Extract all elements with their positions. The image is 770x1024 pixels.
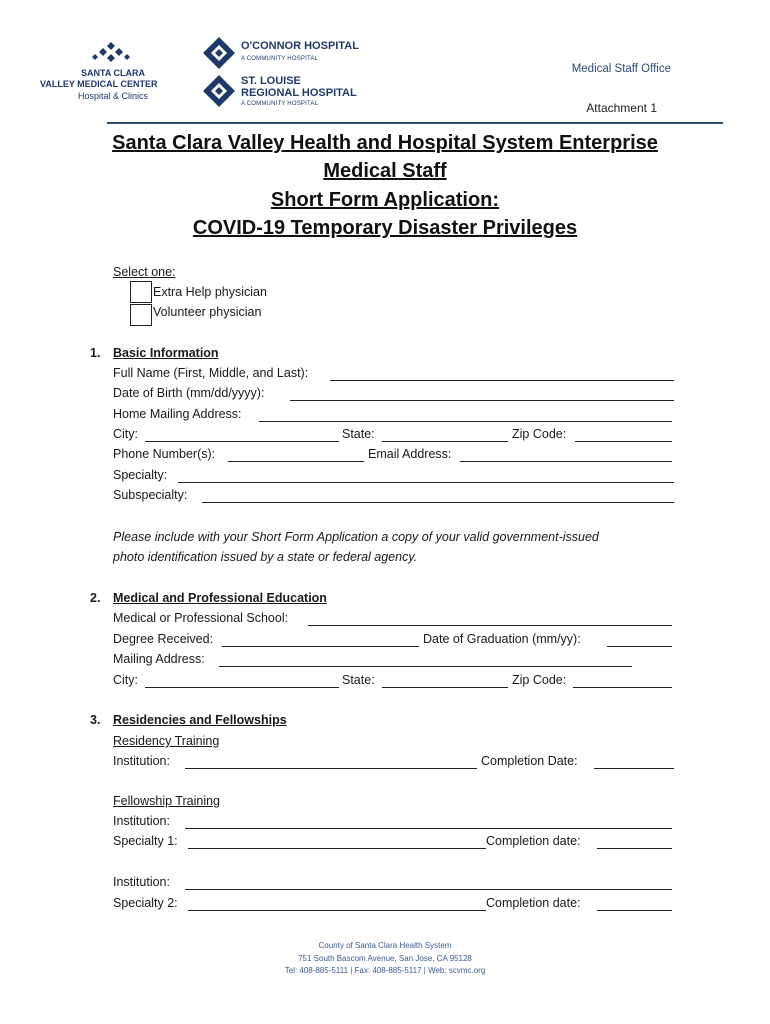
state-label: State:: [342, 427, 375, 441]
specialty-1-label: Specialty 1:: [113, 834, 178, 848]
section3-heading: Residencies and Fellowships: [113, 713, 287, 727]
completion-2-field[interactable]: [597, 910, 672, 911]
school-field[interactable]: [308, 625, 672, 626]
completion-1-label: Completion date:: [486, 834, 581, 848]
subspecialty-field[interactable]: [202, 502, 674, 503]
stlouise-diamond-icon: [202, 74, 236, 108]
section2-number: 2.: [90, 591, 101, 605]
id-note-line1: Please include with your Short Form Application a copy of your valid government-issued: [113, 530, 599, 544]
footer-line2: 751 South Bascom Avenue, San Jose, CA 95128: [298, 954, 472, 963]
zip-field[interactable]: [575, 441, 672, 442]
city-field[interactable]: [145, 441, 339, 442]
fellowship-heading: Fellowship Training: [113, 794, 220, 808]
scvmc-logo-line3: Hospital & Clinics: [77, 91, 149, 101]
footer-line3: Tel: 408-885-5111 | Fax: 408-885-5117 | Web: scvmc.org: [284, 966, 486, 975]
fellow-institution-1-label: Institution:: [113, 814, 170, 828]
title-line-1: Santa Clara Valley Health and Hospital System Enterprise: [112, 132, 658, 154]
stlouise-line1: ST. LOUISE: [241, 75, 301, 87]
city-label: City:: [113, 427, 138, 441]
grad-date-field[interactable]: [607, 646, 672, 647]
residency-heading: Residency Training: [113, 734, 220, 748]
fellow-institution-1-field[interactable]: [185, 828, 672, 829]
completion-1-field[interactable]: [597, 848, 672, 849]
scvmc-logo-line2: VALLEY MEDICAL CENTER: [40, 79, 158, 89]
oconnor-sub: A COMMUNITY HOSPITAL: [241, 56, 319, 62]
volunteer-checkbox[interactable]: [130, 304, 152, 326]
residency-institution-label: Institution:: [113, 754, 170, 768]
fellow-institution-2-field[interactable]: [185, 889, 672, 890]
extra-help-checkbox[interactable]: [130, 281, 152, 303]
volunteer-label: Volunteer physician: [153, 305, 262, 319]
home-address-label: Home Mailing Address:: [113, 407, 242, 421]
residency-completion-label: Completion Date:: [481, 754, 578, 768]
title-line-2: Medical Staff: [323, 160, 447, 182]
phone-field[interactable]: [228, 461, 364, 462]
edu-city-label: City:: [113, 673, 138, 687]
grad-date-label: Date of Graduation (mm/yy):: [423, 632, 581, 646]
email-field[interactable]: [460, 461, 672, 462]
state-field[interactable]: [382, 441, 508, 442]
office-label: Medical Staff Office: [571, 63, 671, 75]
select-heading: Select one:: [113, 265, 176, 279]
residency-completion-field[interactable]: [594, 768, 674, 769]
title-line-4: COVID-19 Temporary Disaster Privileges: [192, 217, 578, 239]
degree-field[interactable]: [222, 646, 419, 647]
dob-field[interactable]: [290, 400, 674, 401]
edu-zip-label: Zip Code:: [512, 673, 567, 687]
degree-label: Degree Received:: [113, 632, 214, 646]
specialty-1-field[interactable]: [188, 848, 486, 849]
school-label: Medical or Professional School:: [113, 611, 289, 625]
section1-number: 1.: [90, 346, 101, 360]
completion-2-label: Completion date:: [486, 896, 581, 910]
scvmc-logo-line1: SANTA CLARA: [81, 68, 145, 78]
mailing-address-label: Mailing Address:: [113, 652, 205, 666]
specialty-field[interactable]: [178, 482, 674, 483]
edu-city-field[interactable]: [145, 687, 339, 688]
specialty-label: Specialty:: [113, 468, 168, 482]
specialty-2-field[interactable]: [188, 910, 486, 911]
extra-help-label: Extra Help physician: [153, 285, 267, 299]
full-name-label: Full Name (First, Middle, and Last):: [113, 366, 309, 380]
title-line-3: Short Form Application:: [270, 189, 500, 211]
section3-number: 3.: [90, 713, 101, 727]
section2-heading: Medical and Professional Education: [113, 591, 327, 605]
attachment-label: Attachment 1: [586, 101, 657, 115]
edu-zip-field[interactable]: [573, 687, 672, 688]
oconnor-diamond-icon: [202, 36, 236, 70]
oconnor-name: O'CONNOR HOSPITAL: [241, 40, 359, 52]
fellow-institution-2-label: Institution:: [113, 875, 170, 889]
residency-institution-field[interactable]: [185, 768, 477, 769]
email-label: Email Address:: [368, 447, 452, 461]
footer-line1: County of Santa Clara Health System: [318, 941, 452, 950]
full-name-field[interactable]: [330, 380, 674, 381]
subspecialty-label: Subspecialty:: [113, 488, 188, 502]
phone-label: Phone Number(s):: [113, 447, 216, 461]
home-address-field[interactable]: [259, 421, 672, 422]
specialty-2-label: Specialty 2:: [113, 896, 178, 910]
dob-label: Date of Birth (mm/dd/yyyy):: [113, 386, 265, 400]
zip-label: Zip Code:: [512, 427, 567, 441]
section1-heading: Basic Information: [113, 346, 219, 360]
edu-state-field[interactable]: [382, 687, 508, 688]
edu-state-label: State:: [342, 673, 375, 687]
stlouise-sub: A COMMUNITY HOSPITAL: [241, 101, 319, 107]
header-rule: [107, 122, 723, 124]
mailing-address-field[interactable]: [219, 666, 632, 667]
id-note-line2: photo identification issued by a state or federal agency.: [113, 550, 418, 564]
stlouise-line2: REGIONAL HOSPITAL: [241, 87, 357, 99]
scvmc-emblem-icon: [92, 40, 130, 66]
